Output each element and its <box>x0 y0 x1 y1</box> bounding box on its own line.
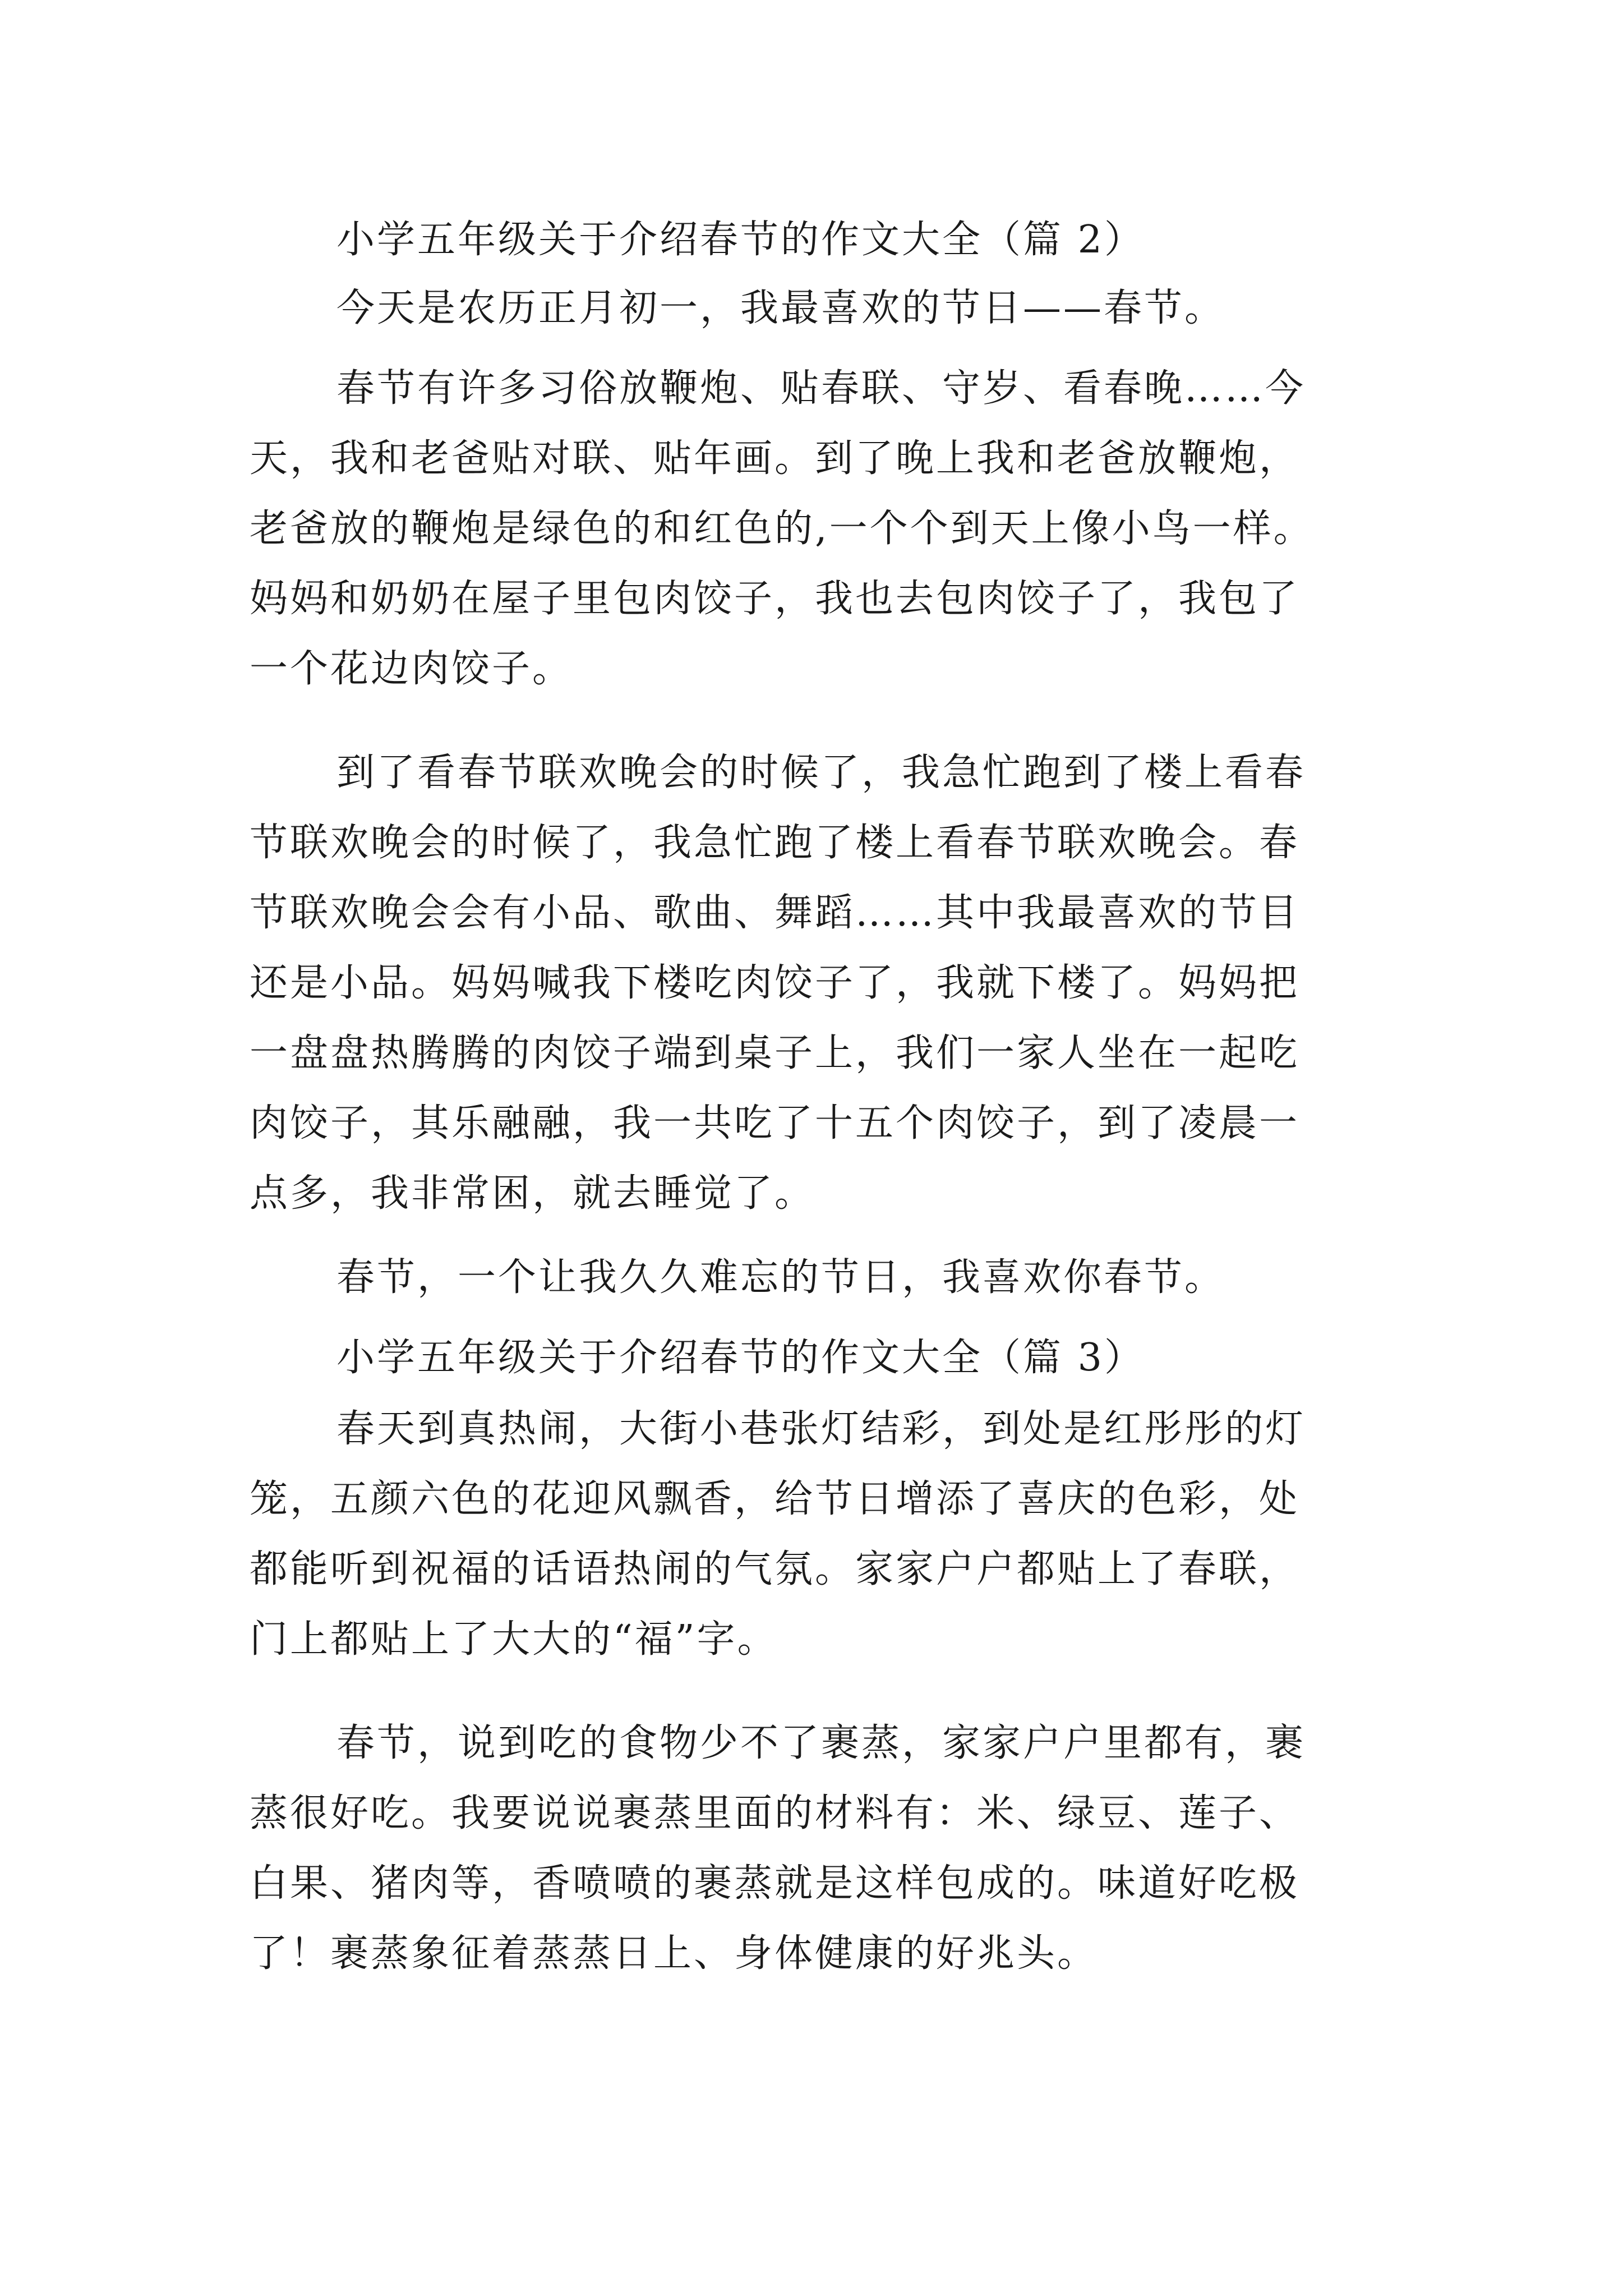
section-heading-3: 小学五年级关于介绍春节的作文大全（篇 3） <box>336 1336 1145 1380</box>
paragraph-line: 春节，说到吃的食物少不了裹蒸，家家户户里都有，裹 <box>336 1721 1306 1765</box>
paragraph-line: 节联欢晚会的时候了，我急忙跑了楼上看春节联欢晚会。春 <box>250 821 1300 865</box>
paragraph-line: 点多，我非常困，就去睡觉了。 <box>250 1171 815 1216</box>
section-heading-2: 小学五年级关于介绍春节的作文大全（篇 2） <box>336 218 1145 262</box>
paragraph-line: 了！裹蒸象征着蒸蒸日上、身体健康的好兆头。 <box>250 1931 1098 1976</box>
paragraph-line: 天，我和老爸贴对联、贴年画。到了晚上我和老爸放鞭炮， <box>250 436 1300 481</box>
paragraph-line: 一盘盘热腾腾的肉饺子端到桌子上，我们一家人坐在一起吃 <box>250 1031 1300 1075</box>
paragraph-line: 春节，一个让我久久难忘的节日，我喜欢你春节。 <box>336 1255 1225 1300</box>
paragraph-line: 一个花边肉饺子。 <box>250 647 573 691</box>
paragraph-line: 春天到真热闹，大街小巷张灯结彩，到处是红彤彤的灯 <box>336 1407 1306 1451</box>
paragraph-line: 还是小品。妈妈喊我下楼吃肉饺子了，我就下楼了。妈妈把 <box>250 961 1300 1005</box>
paragraph-line: 今天是农历正月初一，我最喜欢的节日——春节。 <box>336 286 1225 330</box>
paragraph-line: 妈妈和奶奶在屋子里包肉饺子，我也去包肉饺子了，我包了 <box>250 577 1300 621</box>
paragraph-line: 都能听到祝福的话语热闹的气氛。家家户户都贴上了春联， <box>250 1547 1300 1591</box>
paragraph-line: 白果、猪肉等，香喷喷的裹蒸就是这样包成的。味道好吃极 <box>250 1861 1300 1906</box>
paragraph-line: 笼，五颜六色的花迎风飘香，给节日增添了喜庆的色彩，处 <box>250 1477 1300 1521</box>
paragraph-line: 肉饺子，其乐融融，我一共吃了十五个肉饺子，到了凌晨一 <box>250 1101 1300 1145</box>
paragraph-line: 门上都贴上了大大的“福”字。 <box>250 1617 778 1662</box>
paragraph-line: 春节有许多习俗放鞭炮、贴春联、守岁、看春晚……今 <box>336 366 1306 411</box>
paragraph-line: 老爸放的鞭炮是绿色的和红色的,一个个到天上像小鸟一样。 <box>250 507 1314 551</box>
paragraph-line: 蒸很好吃。我要说说裹蒸里面的材料有：米、绿豆、莲子、 <box>250 1791 1300 1835</box>
paragraph-line: 到了看春节联欢晚会的时候了，我急忙跑到了楼上看春 <box>336 751 1306 795</box>
paragraph-line: 节联欢晚会会有小品、歌曲、舞蹈……其中我最喜欢的节目 <box>250 891 1300 935</box>
